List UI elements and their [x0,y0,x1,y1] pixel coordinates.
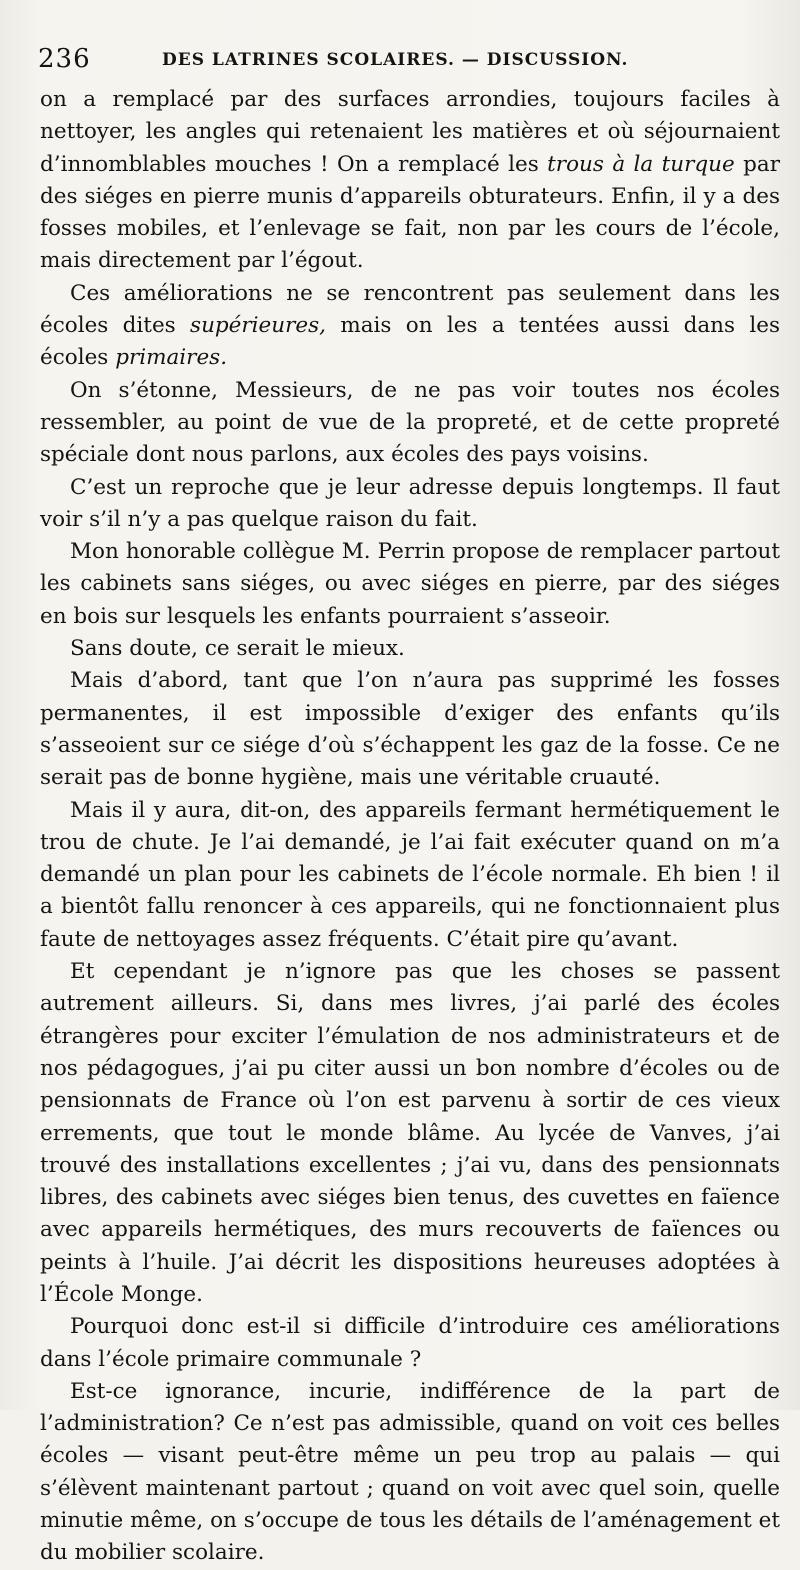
italic-run: supérieures, [190,313,326,339]
running-title: DES LATRINES SCOLAIRES. — DISCUSSION. [162,50,629,70]
text-run: Et cependant je n’ignore pas que les choses se passent autrement ailleurs. Si, dans mes livres, j’ai parlé des écoles étrangères pour exciter l’émulation de nos administrateurs et de nos pédagogues, j’ai pu citer aussi un bon nombre d’écoles ou de pensionnats de France où l’on est parvenu à sortir de ces vieux errements, que tout le monde blâme. Au lycée de Vanves, j’ai trouvé des installations excellentes ; j’ai vu, dans des pensionnats libres, des cabinets avec siéges bien tenus, des cuvettes en faïence avec appareils hermétiques, des murs recouverts de faïences ou peints à l’huile. J’ai décrit les dispositions heureuses adoptées à l’École Monge. [40,959,780,1307]
text-run: Sans doute, ce serait le mieux. [70,636,405,662]
paragraph [40,795,780,956]
page-header [38,44,778,74]
text-run: C’est un reproche que je leur adresse depuis longtemps. Il faut voir s’il n’y a pas quelque raison du fait. [40,474,780,532]
text-run: Pourquoi donc est-il si difficile d’introduire ces améliorations dans l’école primaire communale ? [40,1314,780,1372]
paragraph [40,1311,780,1376]
text-run: on a remplacé par des surfaces arrondies, toujours faciles à nettoyer, les angles qui retenaient les matières et où séjournaient d’innomblables mouches ! On a remplacé les [40,87,780,177]
text-run: Mais il y aura, dit-on, des appareils fermant hermétiquement le trou de chute. Je l’ai demandé, je l’ai fait exécuter quand on m’a demandé un plan pour les cabinets de l’école normale. Eh bien ! il a bientôt fallu renoncer à ces appareils, qui ne fonctionnaient plus faute de nettoyages assez fréquents. C’était pire qu’avant. [40,797,780,952]
paragraph [40,1376,780,1570]
text-run: Mon honorable collègue M. Perrin propose de remplacer partout les cabinets sans siéges, ou avec siéges en pierre, par des siéges en bois sur lesquels les enfants pourraient s’asseoir. [40,539,780,629]
body-text [40,84,780,1570]
text-run: On s’étonne, Messieurs, de ne pas voir toutes nos écoles ressembler, au point de vue de la propreté, et de cette propreté spéciale dont nous parlons, aux écoles des pays voisins. [40,377,780,468]
text-run: Mais d’abord, tant que l’on n’aura pas supprimé les fosses permanentes, il est impossible d’exiger des enfants qu’ils s’asseoient sur ce siége d’où s’échappent les gaz de la fosse. Ce ne serait pas de bonne hygiène, mais une véritable cruauté. [40,668,780,791]
paragraph [40,536,780,633]
italic-run: trous à la turque [547,151,735,177]
paragraph [40,375,780,472]
paragraph [40,956,780,1311]
paragraph [40,472,780,537]
text-run: par des siéges en pierre munis d’appareils obturateurs. Enfin, il y a des fosses mobiles, et l’enlevage se fait, non par les cours de l’école, mais directement par l’égout. [40,151,780,274]
text-run: mais on les a tentées aussi dans les écoles [40,313,780,371]
paragraph [40,84,780,278]
text-run: Ces améliorations ne se rencontrent pas seulement dans les écoles dites [40,280,780,339]
paragraph [40,633,780,665]
text-run: Est-ce ignorance, incurie, indifférence de la part de l’administration? Ce n’est pas admissible, quand on voit ces belles écoles — visant peut-être même un peu trop au palais — qui s’élèvent maintenant partout ; quand on voit avec quel soin, quelle minutie même, on s’occupe de tous les détails de l’aménagement et du mobilier scolaire. [40,1378,780,1566]
italic-run: primaires. [115,345,228,371]
page-number: 236 [38,44,91,74]
paragraph [40,278,780,375]
paragraph [40,665,780,794]
